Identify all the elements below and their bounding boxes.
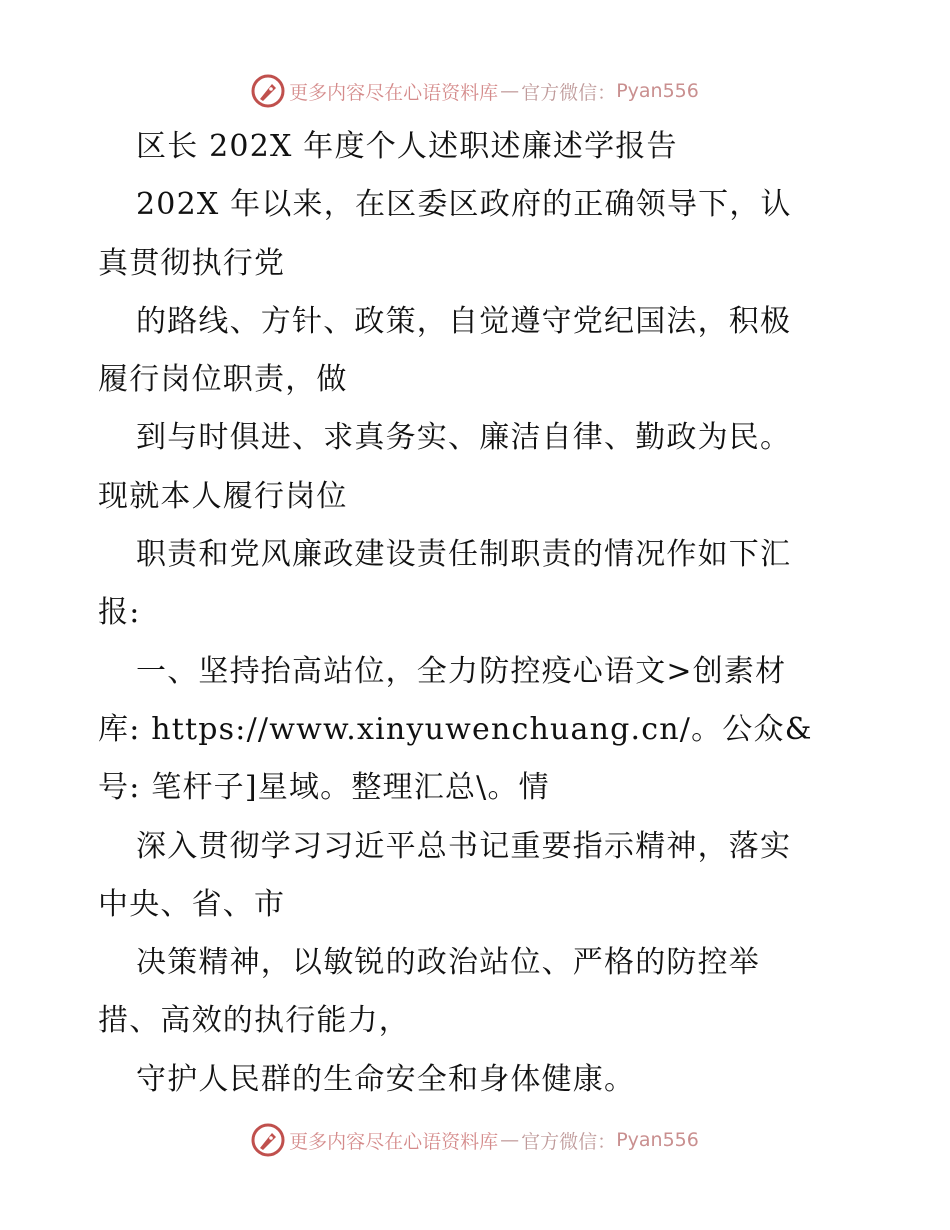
document-title: 区长 202X 年度个人述职述廉述学报告 <box>136 129 678 164</box>
banner-separator: — <box>500 80 520 102</box>
pen-nib-icon <box>251 74 285 108</box>
banner-wechat-id: Pyan556 <box>616 1129 699 1151</box>
banner-contact-label: 官方微信： <box>521 81 617 104</box>
footer-watermark-banner <box>0 1120 950 1160</box>
paragraph-line: 深入贯彻学习习近平总书记重要指示精神，落实 <box>136 828 792 864</box>
paragraph-line: 职责和党风廉政建设责任制职责的情况作如下汇 <box>136 537 792 573</box>
paragraph-line: 号: 笔杆子]星域。整理汇总\。情 <box>98 770 550 806</box>
header-watermark-banner <box>0 71 950 111</box>
paragraph-line: 中央、省、市 <box>98 886 286 922</box>
paragraph-line: 报: <box>98 595 141 631</box>
banner-contact-label: 官方微信： <box>521 1130 617 1153</box>
banner-wechat-id: Pyan556 <box>616 80 699 102</box>
paragraph-line: 守护人民群的生命安全和身体健康。 <box>136 1061 636 1097</box>
pen-nib-icon <box>251 1123 285 1157</box>
paragraph-line: 库: https://www.xinyuwenchuang.cn/。公众& <box>98 711 813 747</box>
paragraph-line: 真贯彻执行党 <box>98 245 286 281</box>
paragraph-line: 到与时俱进、求真务实、廉洁自律、勤政为民。 <box>136 420 792 456</box>
paragraph-line: 202X 年以来，在区委区政府的正确领导下，认 <box>136 187 792 223</box>
paragraph-line: 履行岗位职责，做 <box>98 362 348 398</box>
paragraph-line: 的路线、方针、政策，自觉遵守党纪国法，积极 <box>136 303 792 339</box>
banner-separator: — <box>500 1129 520 1151</box>
paragraph-line: 措、高效的执行能力， <box>98 1003 410 1039</box>
section-heading-line: 一、坚持抬高站位，全力防控疫心语文>创素材 <box>136 653 787 689</box>
paragraph-line: 现就本人履行岗位 <box>98 478 348 514</box>
banner-text: 更多内容尽在心语资料库 <box>289 81 499 104</box>
banner-text: 更多内容尽在心语资料库 <box>289 1130 499 1153</box>
paragraph-line: 决策精神，以敏锐的政治站位、严格的防控举 <box>136 945 760 981</box>
document-body <box>98 118 878 1109</box>
